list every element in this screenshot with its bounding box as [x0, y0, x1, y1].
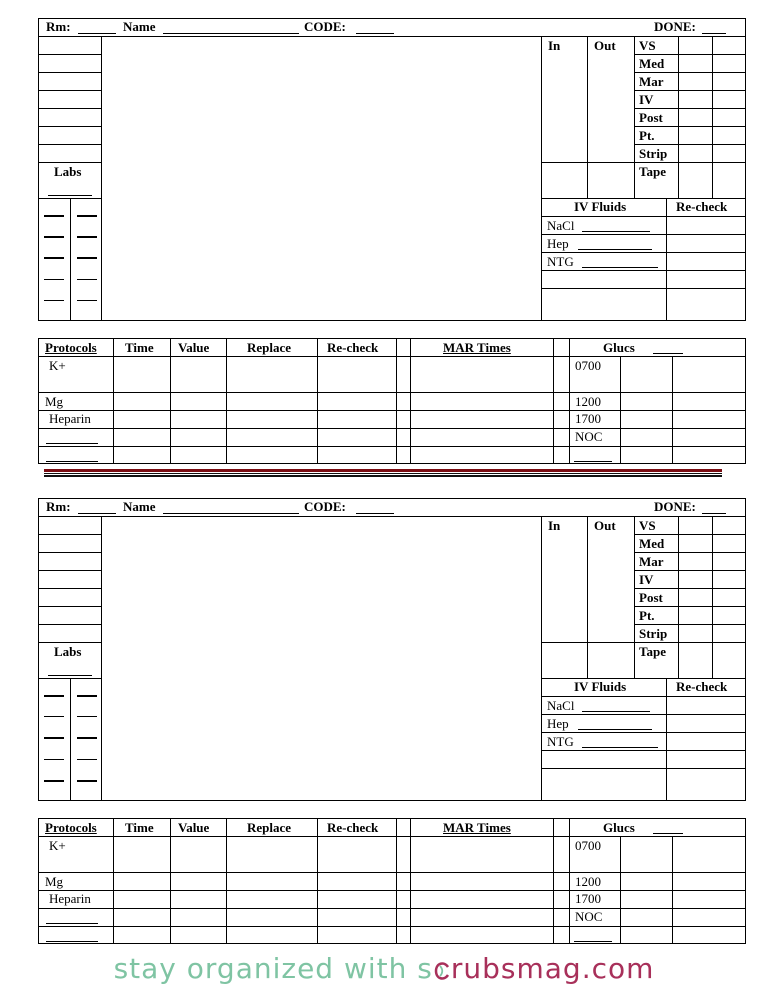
- check-rule: [678, 36, 679, 198]
- mar-times-header: MAR Times: [443, 340, 511, 355]
- labs-split: [70, 678, 71, 801]
- row-rule: [38, 392, 569, 393]
- iv-fluids-title: IV Fluids: [574, 199, 627, 214]
- footer-text-left: stay organized with s: [113, 952, 433, 985]
- row-rule: [38, 54, 101, 55]
- lab-blank[interactable]: [77, 257, 97, 259]
- check-rule: [712, 516, 713, 678]
- lab-blank[interactable]: [77, 300, 97, 301]
- iv-rule: [541, 732, 746, 733]
- lab-blank[interactable]: [44, 215, 64, 217]
- header-rule: [38, 516, 746, 517]
- row-rule: [38, 624, 101, 625]
- lab-blank[interactable]: [77, 737, 97, 739]
- gluc-0700: 0700: [575, 838, 601, 853]
- code-label: CODE:: [304, 499, 346, 514]
- right-col-rule: [541, 36, 542, 321]
- check-vs: VS: [639, 38, 656, 53]
- right-col-rule: [541, 516, 542, 801]
- check-mar: Mar: [639, 554, 664, 569]
- glucs-header: Glucs: [603, 340, 635, 355]
- gluc-1700: 1700: [575, 411, 601, 426]
- check-rule: [634, 588, 746, 589]
- check-rule: [634, 624, 746, 625]
- protocol-mg: Mg: [45, 394, 64, 409]
- check-rule: [634, 90, 746, 91]
- row-rule: [38, 72, 101, 73]
- lab-blank[interactable]: [77, 759, 97, 760]
- lab-blank[interactable]: [44, 759, 64, 760]
- time-header: Time: [125, 340, 154, 355]
- gluc-1200: 1200: [575, 874, 601, 889]
- out-vs-rule: [634, 36, 635, 198]
- gluc-noc: NOC: [575, 909, 603, 924]
- iv-nacl-blank[interactable]: [582, 711, 650, 712]
- row-rule: [38, 890, 569, 891]
- row-rule: [38, 908, 746, 909]
- row-rule: [38, 108, 101, 109]
- row-rule: [38, 446, 746, 447]
- check-mar: Mar: [639, 74, 664, 89]
- glucs-blank[interactable]: [653, 353, 683, 354]
- check-med: Med: [639, 536, 665, 551]
- check-rule: [541, 162, 746, 163]
- row-rule: [38, 144, 101, 145]
- row-rule: [38, 534, 101, 535]
- in-out-rule: [587, 516, 588, 678]
- iv-rule: [541, 216, 746, 217]
- check-strip: Strip: [639, 146, 668, 161]
- check-post: Post: [639, 110, 663, 125]
- in-label: In: [548, 38, 561, 53]
- lab-blank[interactable]: [77, 695, 97, 697]
- row-rule: [38, 606, 101, 607]
- row-rule: [38, 126, 101, 127]
- footer-text-right: rubsmag.com: [450, 952, 655, 985]
- iv-rule: [541, 252, 746, 253]
- left-col-rule: [101, 36, 102, 321]
- replace-header: Replace: [247, 820, 292, 835]
- lab-blank[interactable]: [44, 716, 64, 717]
- protocol-blank[interactable]: [46, 941, 98, 942]
- protocol-k: K+: [49, 838, 66, 853]
- check-tape: Tape: [639, 164, 666, 179]
- check-med: Med: [639, 56, 665, 71]
- lab-blank[interactable]: [44, 236, 64, 238]
- name-label: Name: [123, 499, 156, 514]
- row-rule: [569, 392, 746, 393]
- glucs-header: Glucs: [603, 820, 635, 835]
- check-rule: [634, 534, 746, 535]
- room-label: Rm:: [46, 19, 71, 34]
- recheck-header: Re-check: [327, 340, 379, 355]
- gluc-blank[interactable]: [574, 461, 612, 462]
- iv-ntg: NTG: [547, 734, 574, 749]
- gluc-noc: NOC: [575, 429, 603, 444]
- iv-ntg-blank[interactable]: [582, 267, 658, 268]
- iv-hep-blank[interactable]: [578, 729, 652, 730]
- iv-recheck-title: Re-check: [676, 199, 728, 214]
- iv-rule: [541, 696, 746, 697]
- check-post: Post: [639, 590, 663, 605]
- row-rule: [38, 570, 101, 571]
- replace-header: Replace: [247, 340, 292, 355]
- iv-rule: [541, 234, 746, 235]
- c-swirl-icon: [433, 957, 451, 985]
- iv-ntg-blank[interactable]: [582, 747, 658, 748]
- value-header: Value: [178, 820, 210, 835]
- iv-recheck-title: Re-check: [676, 679, 728, 694]
- check-pt: Pt.: [639, 128, 655, 143]
- iv-nacl: NaCl: [547, 218, 575, 233]
- iv-ntg: NTG: [547, 254, 574, 269]
- out-label: Out: [594, 38, 616, 53]
- row-rule: [38, 428, 746, 429]
- section-divider: [44, 469, 722, 477]
- iv-fluids-title: IV Fluids: [574, 679, 627, 694]
- check-rule: [634, 126, 746, 127]
- lab-blank[interactable]: [44, 737, 64, 739]
- row-rule: [38, 356, 746, 357]
- row-rule: [38, 410, 569, 411]
- iv-hep: Hep: [547, 716, 569, 731]
- labs-label: Labs: [54, 164, 82, 179]
- in-out-rule: [587, 36, 588, 198]
- check-rule: [634, 144, 746, 145]
- row-rule: [38, 588, 101, 589]
- check-rule: [634, 606, 746, 607]
- lab-blank[interactable]: [77, 780, 97, 782]
- gluc-1200: 1200: [575, 394, 601, 409]
- lab-blank[interactable]: [77, 279, 97, 280]
- iv-rule: [541, 288, 746, 289]
- row-rule: [38, 872, 569, 873]
- row-rule: [38, 836, 746, 837]
- row-rule: [38, 162, 101, 163]
- check-rule: [678, 516, 679, 678]
- lab-blank[interactable]: [44, 695, 64, 697]
- out-vs-rule: [634, 516, 635, 678]
- protocol-blank[interactable]: [46, 443, 98, 444]
- iv-rule: [541, 714, 746, 715]
- protocols-header: Protocols: [45, 340, 97, 355]
- iv-nacl-blank[interactable]: [582, 231, 650, 232]
- lab-blank[interactable]: [77, 236, 97, 238]
- iv-rule: [541, 750, 746, 751]
- labs-split: [70, 198, 71, 321]
- iv-hep: Hep: [547, 236, 569, 251]
- name-label: Name: [123, 19, 156, 34]
- footer-tagline: [0, 952, 768, 985]
- iv-nacl: NaCl: [547, 698, 575, 713]
- check-vs: VS: [639, 518, 656, 533]
- header-rule: [38, 36, 746, 37]
- mar-times-header: MAR Times: [443, 820, 511, 835]
- check-rule: [634, 570, 746, 571]
- protocol-blank[interactable]: [46, 461, 98, 462]
- lab-blank[interactable]: [44, 257, 64, 259]
- out-label: Out: [594, 518, 616, 533]
- check-rule: [634, 72, 746, 73]
- protocol-blank[interactable]: [46, 923, 98, 924]
- labs-underline: [48, 195, 92, 196]
- row-rule: [38, 642, 101, 643]
- lab-blank[interactable]: [77, 215, 97, 217]
- glucs-blank[interactable]: [653, 833, 683, 834]
- check-iv: IV: [639, 92, 654, 107]
- row-rule: [38, 90, 101, 91]
- labs-underline: [48, 675, 92, 676]
- iv-hep-blank[interactable]: [578, 249, 652, 250]
- recheck-header: Re-check: [327, 820, 379, 835]
- lab-blank[interactable]: [44, 300, 64, 301]
- code-label: CODE:: [304, 19, 346, 34]
- check-rule: [634, 108, 746, 109]
- gluc-1700: 1700: [575, 891, 601, 906]
- protocol-k: K+: [49, 358, 66, 373]
- gluc-blank[interactable]: [574, 941, 612, 942]
- iv-rule: [541, 270, 746, 271]
- lab-blank[interactable]: [44, 780, 64, 782]
- check-tape: Tape: [639, 644, 666, 659]
- check-strip: Strip: [639, 626, 668, 641]
- row-rule: [38, 552, 101, 553]
- room-label: Rm:: [46, 499, 71, 514]
- check-pt: Pt.: [639, 608, 655, 623]
- done-label: DONE:: [654, 499, 696, 514]
- left-col-rule: [101, 516, 102, 801]
- in-label: In: [548, 518, 561, 533]
- protocol-mg: Mg: [45, 874, 64, 889]
- lab-blank[interactable]: [77, 716, 97, 717]
- done-label: DONE:: [654, 19, 696, 34]
- time-header: Time: [125, 820, 154, 835]
- protocols-header: Protocols: [45, 820, 97, 835]
- check-rule: [634, 54, 746, 55]
- lab-blank[interactable]: [44, 279, 64, 280]
- gluc-0700: 0700: [575, 358, 601, 373]
- check-rule: [712, 36, 713, 198]
- check-rule: [634, 552, 746, 553]
- iv-rule: [541, 768, 746, 769]
- check-iv: IV: [639, 572, 654, 587]
- protocol-heparin: Heparin: [49, 411, 91, 426]
- row-rule: [38, 926, 746, 927]
- labs-label: Labs: [54, 644, 82, 659]
- value-header: Value: [178, 340, 210, 355]
- check-rule: [541, 642, 746, 643]
- row-rule: [569, 872, 746, 873]
- protocol-heparin: Heparin: [49, 891, 91, 906]
